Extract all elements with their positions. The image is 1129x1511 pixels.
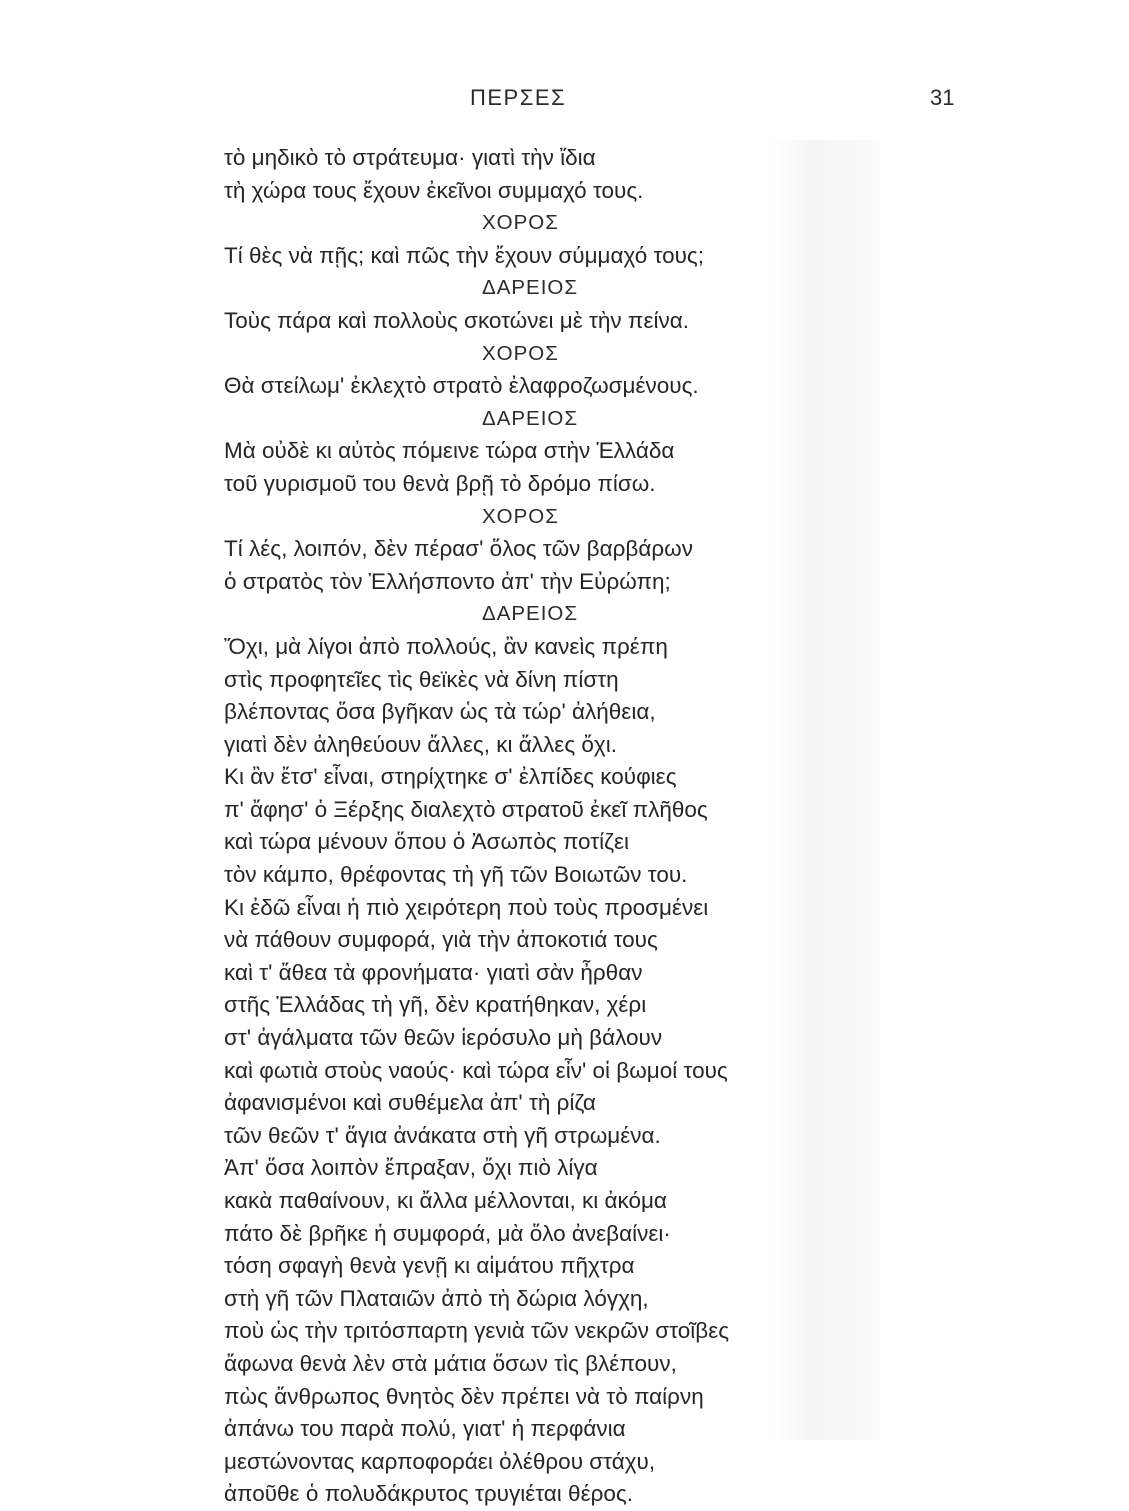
verse-line: ἀπάνω του παρὰ πολύ, γιατ' ἡ περφάνια — [224, 1416, 626, 1442]
verse-line: στ' ἀγάλματα τῶν θεῶν ἱερόσυλο μὴ βάλουν — [224, 1025, 663, 1051]
verse-line: μεστώνοντας καρποφοράει ὀλέθρου στάχυ, — [224, 1448, 656, 1474]
verse-line: πάτο δὲ βρῆκε ἡ συμφορά, μὰ ὅλο ἀνεβαίνει· — [224, 1220, 671, 1246]
verse-line: καὶ φωτιὰ στοὺς ναούς· καὶ τώρα εἶν' οἱ βωμοί τους — [224, 1057, 728, 1083]
speaker-name: ΧΟΡΟΣ — [482, 504, 559, 528]
verse-line: γιατὶ δὲν ἀληθεύουν ἄλλες, κι ἄλλες ὄχι. — [224, 731, 617, 757]
verse-line: Τί λές, λοιπόν, δὲν πέρασ' ὅλος τῶν βαρβάρων — [224, 536, 693, 562]
speaker-name: ΧΟΡΟΣ — [482, 341, 559, 365]
speaker-name: ΔΑΡΕΙΟΣ — [482, 602, 579, 626]
verse-line: ποὺ ὡς τὴν τριτόσπαρτη γενιὰ τῶν νεκρῶν στοῖβες — [224, 1318, 730, 1344]
verse-line: βλέποντας ὅσα βγῆκαν ὡς τὰ τώρ' ἀλήθεια, — [224, 699, 656, 725]
verse-line: πὼς ἄνθρωπος θνητὸς δὲν πρέπει νὰ τὸ παίρνη — [224, 1383, 704, 1409]
running-title: ΠΕΡΣΕΣ — [470, 85, 567, 110]
verse-line: κακὰ παθαίνουν, κι ἄλλα μέλλονται, κι ἀκόμα — [224, 1188, 667, 1213]
verse-line: στὴ γῆ τῶν Πλαταιῶν ἀπὸ τὴ δώρια λόγχη, — [224, 1285, 649, 1311]
verse-line: καὶ τ' ἄθεα τὰ φρονήματα· γιατὶ σὰν ἦρθαν — [224, 959, 643, 985]
verse-line: ὁ στρατὸς τὸν Ἑλλήσποντο ἀπ' τὴν Εὐρώπη; — [224, 568, 671, 594]
verse-line: Μὰ οὐδὲ κι αὐτὸς πόμεινε τώρα στὴν Ἑλλάδα — [224, 438, 675, 464]
verse-line: π' ἄφησ' ὁ Ξέρξης διαλεχτὸ στρατοῦ ἐκεῖ πλῆθος — [224, 796, 708, 822]
verse-line: Κι ἐδῶ εἶναι ἡ πιὸ χειρότερη ποὺ τοὺς προσμένει — [224, 894, 709, 920]
verse-line: τὸ μηδικὸ τὸ στράτευμα· γιατὶ τὴν ἴδια — [224, 145, 596, 170]
speaker-name: ΧΟΡΟΣ — [482, 211, 559, 235]
verse-line: τὴ χώρα τους ἔχουν ἐκεῖνοι συμμαχό τους. — [224, 177, 644, 203]
verse-line: ἀποῦθε ὁ πολυδάκρυτος τρυγιέται θέρος. — [224, 1481, 634, 1507]
verse-line: τοῦ γυρισμοῦ του θενὰ βρῇ τὸ δρόμο πίσω. — [224, 470, 656, 496]
verse-line: στὶς προφητεῖες τὶς θεϊκὲς νὰ δίνη πίστη — [224, 666, 619, 692]
verse-line: Τί θὲς νὰ πῇς; καὶ πῶς τὴν ἔχουν σύμμαχό τους; — [224, 242, 704, 268]
verse-line: τόση σφαγὴ θενὰ γενῇ κι αἱμάτου πῆχτρα — [224, 1253, 635, 1279]
verse-line: Ὄχι, μὰ λίγοι ἀπὸ πολλούς, ἂν κανεὶς πρέπη — [224, 633, 668, 659]
verse-line: Θὰ στείλωμ' ἐκλεχτὸ στρατὸ ἐλαφροζωσμένους. — [224, 373, 699, 399]
speaker-name: ΔΑΡΕΙΟΣ — [482, 276, 579, 300]
verse-line: στῆς Ἑλλάδας τὴ γῆ, δὲν κρατήθηκαν, χέρι — [224, 992, 647, 1018]
verse-line: Τοὺς πάρα καὶ πολλοὺς σκοτώνει μὲ τὴν πείνα. — [224, 307, 689, 333]
verse-line: νὰ πάθουν συμφορά, γιὰ τὴν ἀποκοτιά τους — [224, 927, 658, 953]
verse-line: Κι ἂν ἔτσ' εἶναι, στηρίχτηκε σ' ἐλπίδες κούφιες — [224, 764, 677, 790]
verse-line: τὸν κάμπο, θρέφοντας τὴ γῆ τῶν Βοιωτῶν του. — [224, 862, 688, 888]
verse-line: ἄφωνα θενὰ λὲν στὰ μάτια ὅσων τὶς βλέπουν, — [224, 1350, 677, 1376]
verse-line: τῶν θεῶν τ' ἅγια ἀνάκατα στὴ γῆ στρωμένα. — [224, 1122, 661, 1148]
verse-line: ἀφανισμένοι καὶ συθέμελα ἀπ' τὴ ρίζα — [224, 1090, 596, 1116]
page-number: 31 — [930, 85, 955, 110]
poem-text — [224, 142, 864, 1511]
speaker-name: ΔΑΡΕΙΟΣ — [482, 406, 579, 430]
verse-line: καὶ τώρα μένουν ὅπου ὁ Ἀσωπὸς ποτίζει — [224, 829, 630, 855]
running-head — [0, 85, 1129, 115]
verse-line: Ἀπ' ὅσα λοιπὸν ἔπραξαν, ὄχι πιὸ λίγα — [224, 1155, 598, 1181]
